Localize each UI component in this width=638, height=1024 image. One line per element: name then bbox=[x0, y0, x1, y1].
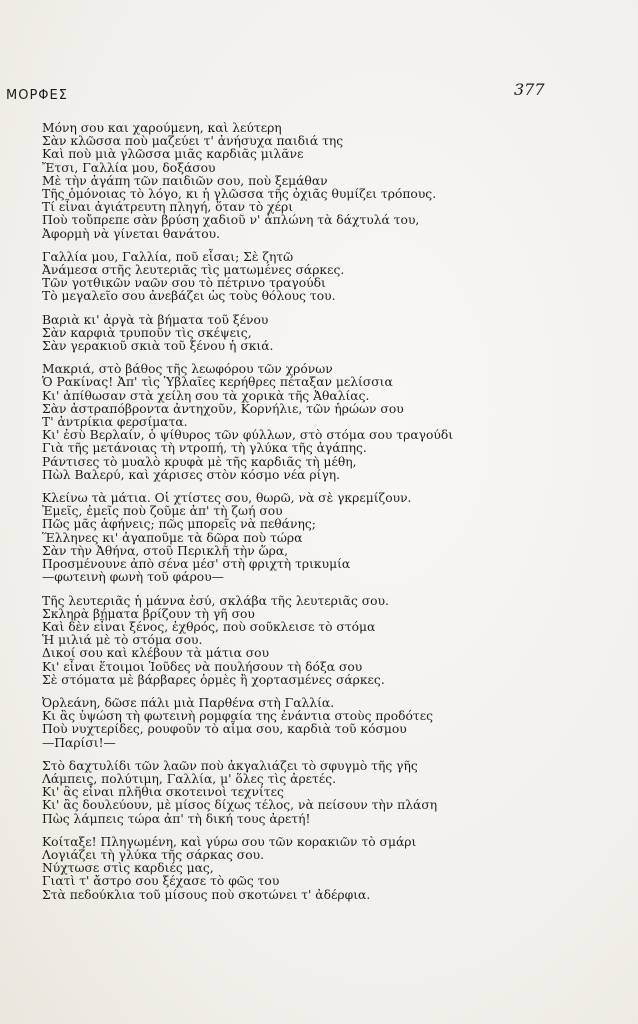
poem-line: Κοίταξε! Πληγωμένη, καὶ γύρω σου τῶν κορακιῶν τὸ σμάρι bbox=[42, 834, 417, 849]
poem-line: Σὲ στόματα μὲ βάρβαρες ὁρμὲς ἢ χορτασμένες σάρκες. bbox=[42, 672, 385, 687]
poem-line: Κι' ἀπίθωσαν στὰ χείλη σου τὰ χορικὰ τῆς Ἀθαλίας. bbox=[42, 388, 370, 403]
poem-line: Ἀνάμεσα στῆς λευτεριᾶς τὶς ματωμένες σάρκες. bbox=[42, 263, 345, 278]
poem-line: Μόνη σου και χαρούμενη, καὶ λεύτερη bbox=[42, 121, 282, 135]
poem-body bbox=[42, 122, 632, 912]
poem-line: Ἔτσι, Γαλλία μου, δοξάσου bbox=[42, 160, 216, 175]
poem-line: Πὼς λάμπεις τώρα ἀπ' τὴ δική τους ἀρετή! bbox=[42, 811, 311, 826]
stanza bbox=[42, 492, 632, 584]
stanza bbox=[42, 760, 632, 826]
poem-line: Σκληρὰ βήματα βρίζουν τὴ γῆ σου bbox=[42, 606, 255, 621]
poem-line: Ἡ μιλιά μὲ τὸ στόμα σου. bbox=[42, 633, 203, 648]
poem-line: Πὼλ Βαλερύ, καὶ χάρισες στὸν κόσμο νέα ρίγη. bbox=[42, 467, 341, 482]
poem-line: —φωτεινὴ φωνὴ τοῦ φάρου— bbox=[42, 570, 224, 585]
poem-line: Προσμένουνε ἀπὸ σένα μέσ' στὴ φριχτὴ τρικυμία bbox=[42, 557, 351, 572]
poem-line: Κι' ἐσὺ Βερλαίν, ὁ ψίθυρος τῶν φύλλων, στὸ στόμα σου τραγούδι bbox=[42, 428, 454, 443]
poem-line: Λάμπεις, πολύτιμη, Γαλλία, μ' ὅλες τὶς ἀρετές. bbox=[42, 771, 337, 786]
poem-line: Καὶ ποὺ μιὰ γλῶσσα μιᾶς καρδιᾶς μιλᾶνε bbox=[42, 147, 304, 162]
poem-line: Νύχτωσε στὶς καρδιές μας, bbox=[42, 861, 214, 876]
poem-line: Τῶν γοτθικῶν ναῶν σου τὸ πέτρινο τραγούδι bbox=[42, 276, 326, 291]
poem-line: Κι' εἶναι ἕτοιμοι Ἰοῦδες νὰ πουλήσουν τὴ δόξα σου bbox=[42, 659, 363, 674]
poem-line: Τῆς λευτεριᾶς ἡ μάννα ἐσύ, σκλάβα τῆς λευτεριᾶς σου. bbox=[42, 593, 389, 608]
poem-line: Ἕλληνες κι' ἀγαποῦμε τὰ δῶρα ποὺ τώρα bbox=[42, 530, 303, 545]
poem-line: Ἀφορμὴ νὰ γίνεται θανάτου. bbox=[42, 226, 221, 241]
poem-line: Γιὰ τῆς μετάνοιας τὴ ντροπή, τὴ γλύκα τῆς ἀγάπης. bbox=[42, 441, 367, 456]
poem-line: Κι ἂς ὑψώση τὴ φωτεινὴ ρομφαία της ἐνάντια στοὺς προδότες bbox=[42, 709, 433, 724]
poem-line: Ὀρλεάνη, δῶσε πάλι μιὰ Παρθένα στὴ Γαλλία. bbox=[42, 695, 335, 710]
poem-line: Ράντισες τὸ μυαλὸ κρυφὰ μὲ τῆς καρδιᾶς τὴ μέθη, bbox=[42, 454, 357, 469]
poem-line: Κι' ἂς δουλεύουν, μὲ μίσος δίχως τέλος, νὰ πείσουν τὴν πλάση bbox=[42, 798, 438, 813]
stanza bbox=[42, 363, 632, 482]
stanza bbox=[42, 697, 632, 750]
poem-line: Ποὺ τοὔπρεπε σὰν βρύση χαδιοῦ ν' ἁπλώνη τὰ δάχτυλά του, bbox=[42, 213, 420, 228]
poem-line: Ποὺ νυχτερίδες, ρουφοῦν τὸ αἷμα σου, καρδιὰ τοῦ κόσμου bbox=[42, 722, 407, 737]
poem-line: Σὰν καρφιὰ τρυποῦν τὶς σκέψεις, bbox=[42, 325, 252, 340]
poem-line: Γιατὶ τ' ἄστρο σου ξέχασε τὸ φῶς του bbox=[42, 874, 280, 889]
poem-line: Στὸ δαχτυλίδι τῶν λαῶν ποὺ ἀκγαλιάζει τὸ σφυγμὸ τῆς γῆς bbox=[42, 758, 418, 773]
stanza bbox=[42, 251, 632, 304]
poem-line: Σὰν ἀστραπόβροντα ἀντηχοῦν, Κορνήλιε, τῶν ἡρώων σου bbox=[42, 401, 404, 416]
stanza bbox=[42, 314, 632, 354]
running-head-title: ΜΟΡΦΕΣ bbox=[6, 88, 68, 103]
poem-line: Δικοί σου καὶ κλέβουν τὰ μάτια σου bbox=[42, 646, 270, 661]
poem-line: Κι' ἂς εἶναι πλῆθια σκοτεινοὶ τεχνίτες bbox=[42, 785, 284, 800]
poem-line: Τ' ἀντρίκια φερσίματα. bbox=[42, 415, 188, 430]
poem-line: Λογιάζει τὴ γλύκα τῆς σάρκας σου. bbox=[42, 847, 264, 862]
page-number: 377 bbox=[514, 80, 545, 99]
poem-line: Τῆς ὁμόνοιας τὸ λόγο, κι ἡ γλῶσσα τῆς ὀχιᾶς θυμίζει τρόπους. bbox=[42, 187, 437, 202]
poem-line: Καὶ δὲν εἶναι ξένος, ἐχθρός, ποὺ σοῦκλεισε τὸ στόμα bbox=[42, 619, 376, 634]
poem-line: Στὰ πεδούκλια τοῦ μίσους ποὺ σκοτώνει τ' ἀδέρφια. bbox=[42, 887, 371, 902]
stanza bbox=[42, 122, 632, 241]
poem-line: Τὸ μεγαλεῖο σου ἀνεβάζει ὡς τοὺς θόλους του. bbox=[42, 289, 336, 304]
stanza bbox=[42, 836, 632, 902]
stanza bbox=[42, 595, 632, 687]
poem-line: Σὰν κλῶσσα ποὺ μαζεύει τ' ἀνήσυχα παιδιά της bbox=[42, 134, 344, 149]
poem-line: —Παρίσι!— bbox=[42, 735, 116, 750]
poem-line: Μακριά, στὸ βάθος τῆς λεωφόρου τῶν χρόνων bbox=[42, 362, 333, 377]
poem-line: Τί εἶναι ἀγιάτρευτη πληγή, ὅταν τὸ χέρι bbox=[42, 200, 294, 215]
poem-line: Κλείνω τὰ μάτια. Οἱ χτίστες σου, θωρῶ, νὰ σὲ γκρεμίζουν. bbox=[42, 491, 412, 506]
poem-line: Μὲ τὴν ἀγάπη τῶν παιδιῶν σου, ποὺ ξεμάθαν bbox=[42, 173, 328, 188]
poem-line: Ὁ Ρακίνας! Ἀπ' τὶς Ὑβλαῖες κερήθρες πέταξαν μελίσσια bbox=[42, 375, 393, 390]
poem-line: Σὰν γερακιοῦ σκιὰ τοῦ ξένου ἡ σκιά. bbox=[42, 339, 274, 354]
poem-line: Γαλλία μου, Γαλλία, ποῦ εἶσαι; Σὲ ζητῶ bbox=[42, 249, 294, 264]
poem-line: Ἐμεῖς, ἐμεῖς ποὺ ζοῦμε ἀπ' τὴ ζωή σου bbox=[42, 504, 283, 519]
poem-line: Σὰν τὴν Ἀθήνα, στοῦ Περικλῆ τὴν ὥρα, bbox=[42, 543, 289, 558]
poem-line: Βαριὰ κι' ἀργὰ τὰ βήματα τοῦ ξένου bbox=[42, 312, 269, 327]
poem-line: Πῶς μᾶς ἀφήνεις; πῶς μπορεῖς νὰ πεθάνης; bbox=[42, 517, 316, 532]
